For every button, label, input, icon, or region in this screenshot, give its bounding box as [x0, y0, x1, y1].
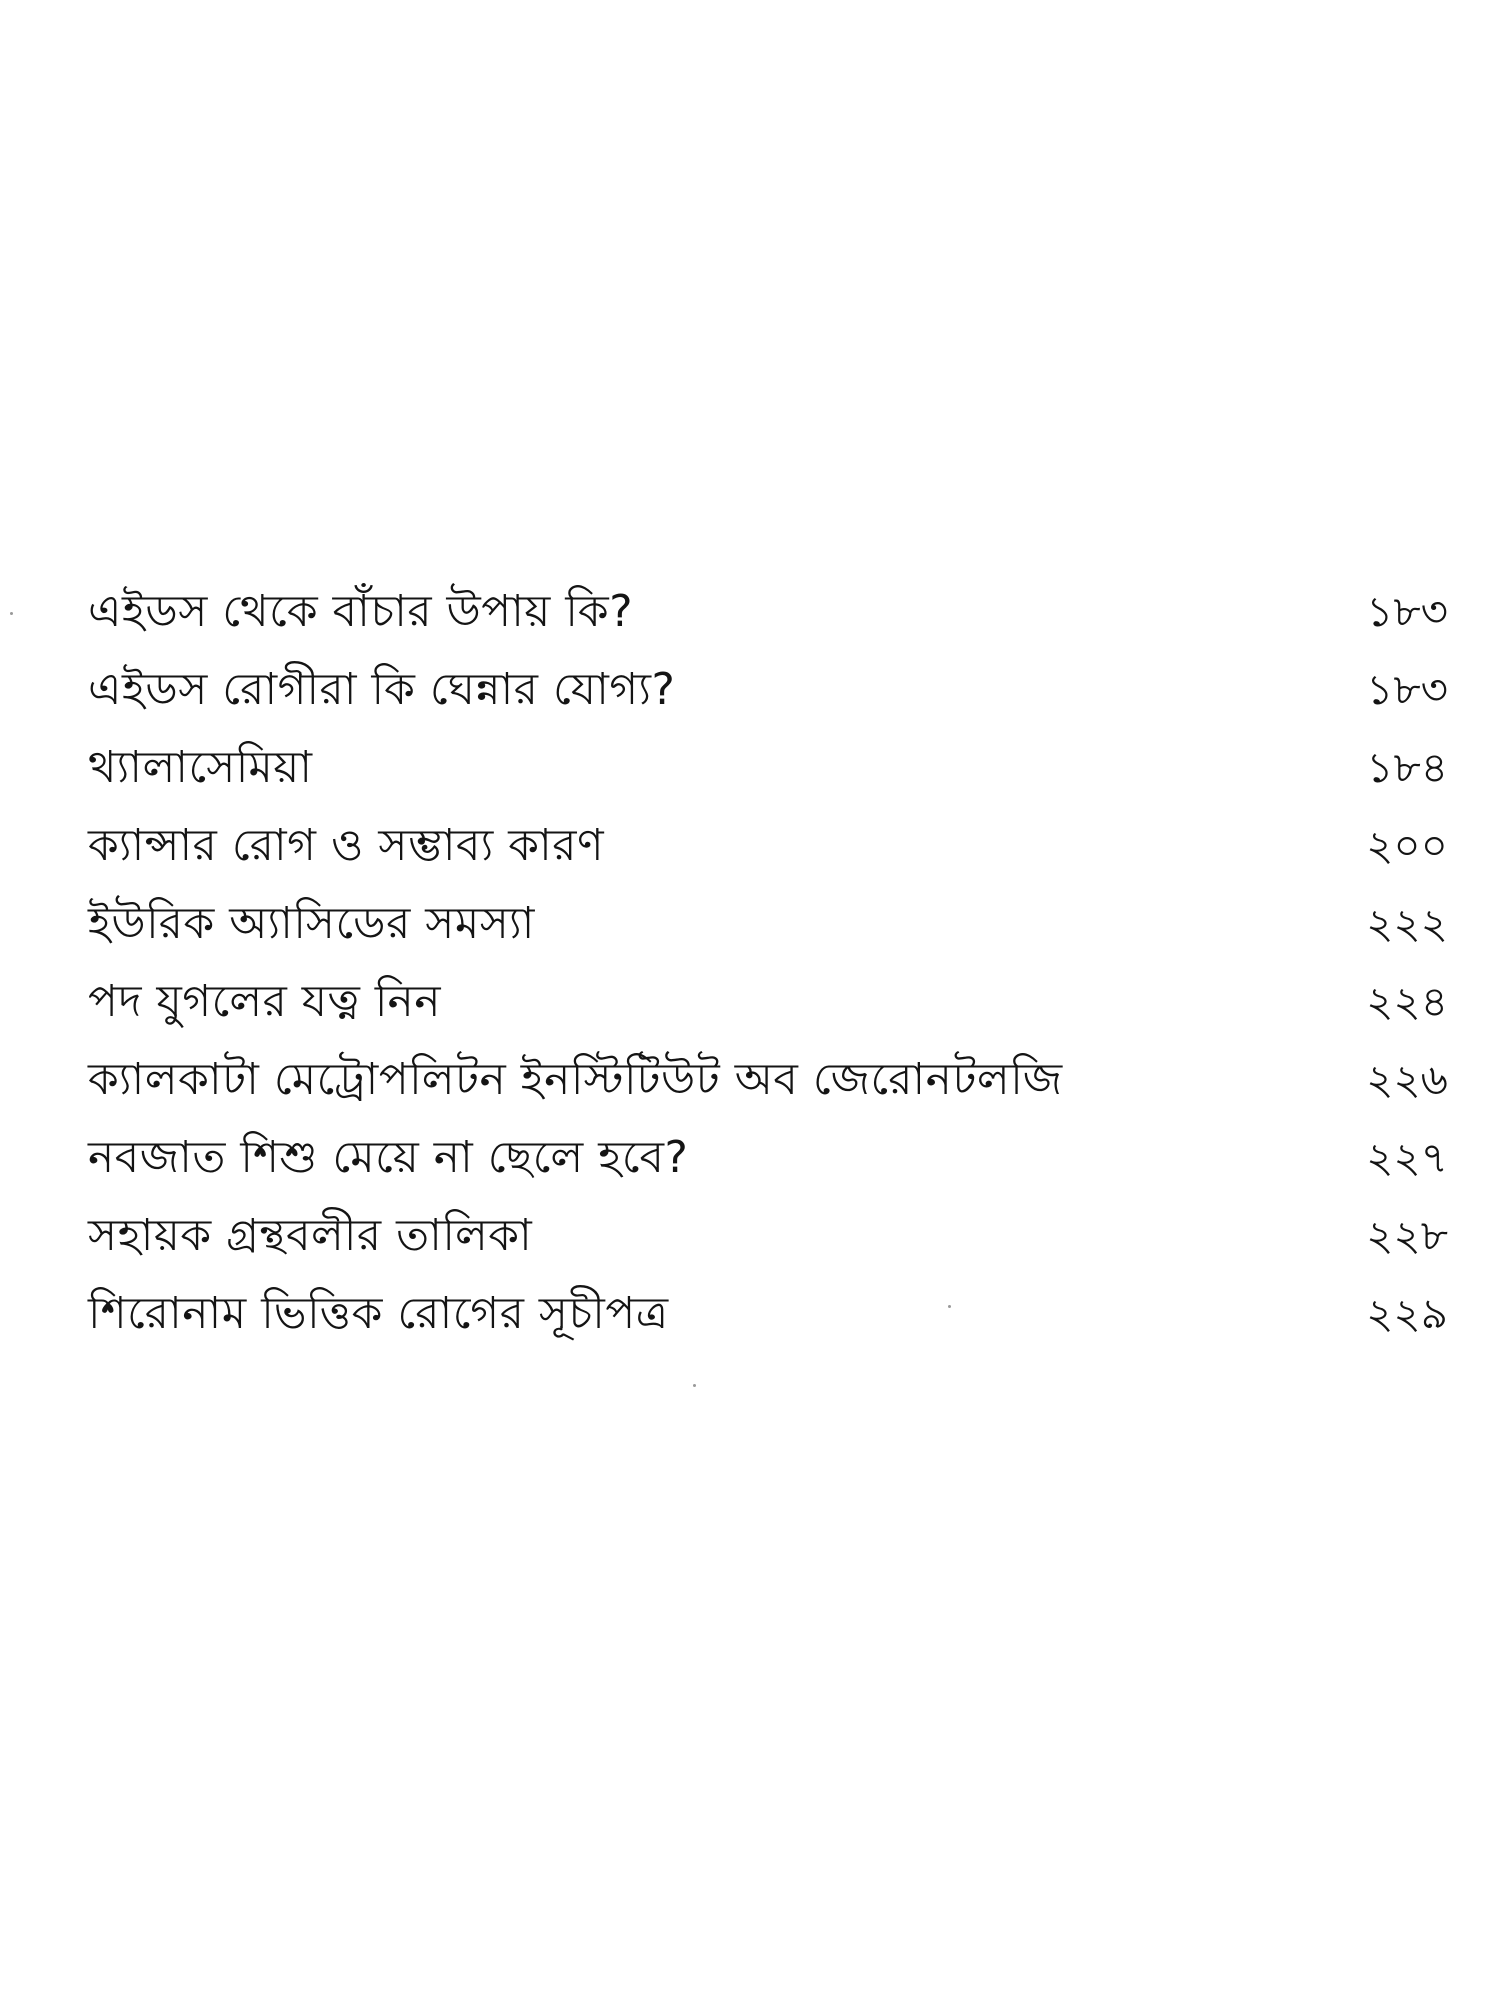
toc-entry-title: শিরোনাম ভিত্তিক রোগের সূচীপত্র [88, 1288, 669, 1339]
toc-entry-title: এইডস থেকে বাঁচার উপায় কি? [88, 586, 634, 637]
toc-entry-title: ইউরিক অ্যাসিডের সমস্যা [88, 898, 535, 949]
toc-entry [88, 1119, 1448, 1197]
toc-entry-title: এইডস রোগীরা কি ঘেন্নার যোগ্য? [88, 664, 676, 715]
toc-entry-title: পদ যুগলের যত্ন নিন [88, 976, 442, 1027]
toc-entry-page: ২২২ [1366, 899, 1448, 948]
toc-entry [88, 807, 1448, 885]
toc-entry-title: নবজাত শিশু মেয়ে না ছেলে হবে? [88, 1132, 689, 1183]
toc-entry [88, 1041, 1448, 1119]
toc-entry [88, 651, 1448, 729]
toc-entry-page: ২২৭ [1366, 1133, 1448, 1182]
scan-speck [10, 612, 13, 615]
toc-entry-page: ২২৯ [1366, 1289, 1448, 1338]
toc-entry-page: ২২৬ [1366, 1055, 1448, 1104]
toc-entry-page: ১৮৩ [1366, 587, 1448, 636]
toc-entry-page: ১৮৪ [1366, 743, 1448, 792]
toc-entry [88, 1197, 1448, 1275]
toc-entry-page: ১৮৩ [1366, 665, 1448, 714]
scan-speck [948, 1305, 951, 1308]
toc-entry-page: ২০০ [1366, 821, 1448, 870]
toc-entry-title: ক্যান্সার রোগ ও সম্ভাব্য কারণ [88, 820, 605, 871]
toc-entry [88, 1275, 1448, 1353]
toc-entry [88, 885, 1448, 963]
toc-entry-page: ২২৮ [1366, 1211, 1448, 1260]
toc-entry [88, 573, 1448, 651]
toc-entry-title: সহায়ক গ্রন্থবলীর তালিকা [88, 1210, 533, 1261]
toc-entry-page: ২২৪ [1366, 977, 1448, 1026]
toc-entry-title: ক্যালকাটা মেট্রোপলিটন ইনস্টিটিউট অব জেরোনটলজি [88, 1054, 1063, 1105]
scan-speck [693, 1384, 696, 1387]
toc-entry [88, 729, 1448, 807]
toc-entry-title: থ্যালাসেমিয়া [88, 742, 313, 793]
table-of-contents [88, 573, 1448, 1353]
toc-entry [88, 963, 1448, 1041]
